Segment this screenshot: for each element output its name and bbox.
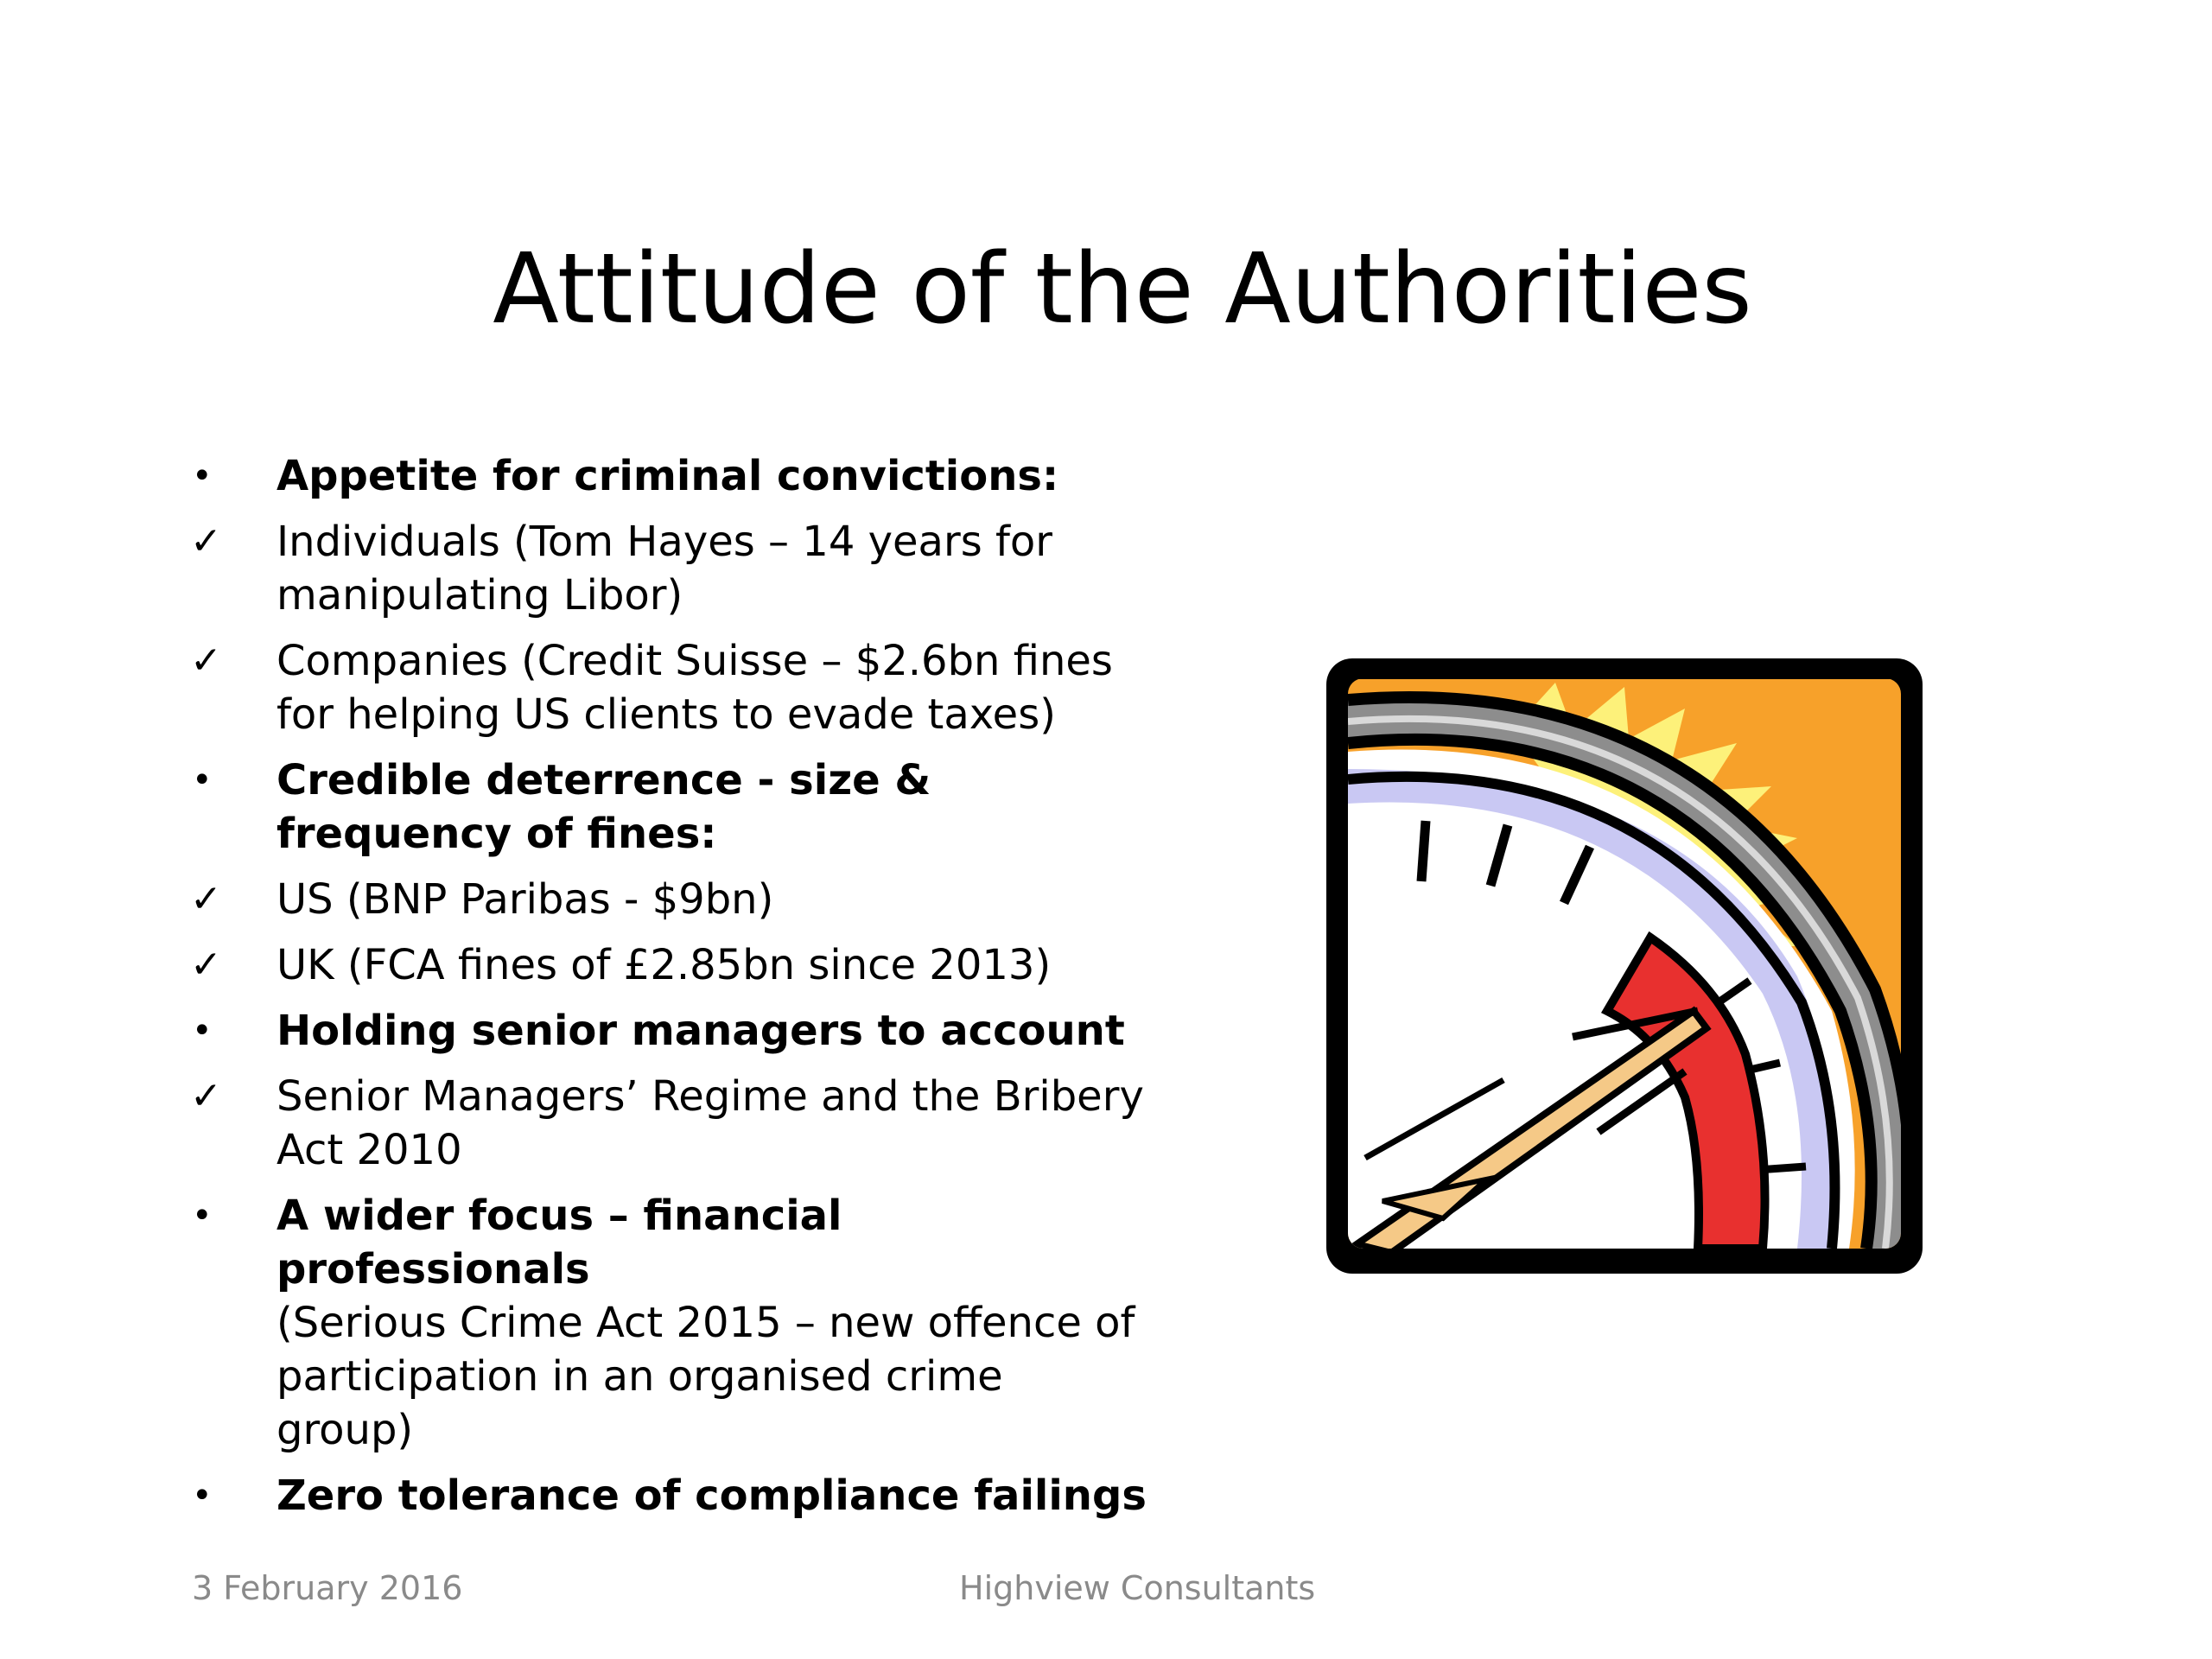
- bullet-item: [181, 1189, 1149, 1457]
- bullet-dot-icon: •: [192, 1196, 213, 1236]
- bullet-text: UK (FCA fines of £2.85bn since 2013): [276, 941, 1052, 989]
- bullet-item: [181, 449, 1149, 503]
- bullet-content: [276, 756, 931, 858]
- bullet-heading: Holding senior managers to account: [276, 1007, 1125, 1055]
- bullet-text: US (BNP Paribas - $9bn): [276, 875, 774, 924]
- bullet-item: [181, 1469, 1149, 1522]
- bullet-item: [181, 938, 1149, 992]
- bullet-content: [276, 637, 1113, 739]
- slide-title: Attitude of the Authorities: [493, 233, 1752, 346]
- bullet-content: [276, 518, 1052, 620]
- footer-company: Highview Consultants: [959, 1569, 1316, 1607]
- bullet-item: [181, 515, 1149, 622]
- speedometer-gauge-icon: [1313, 648, 1936, 1287]
- bullet-item: [181, 1070, 1149, 1177]
- bullet-content: [276, 1471, 1147, 1520]
- bullet-text: Individuals (Tom Hayes – 14 years for manipulating Libor): [276, 518, 1052, 620]
- bullet-content: [276, 1072, 1144, 1174]
- bullet-dot-icon: •: [192, 760, 213, 800]
- bullet-list: [181, 449, 1149, 1535]
- bullet-dot-icon: •: [192, 1011, 213, 1051]
- checkmark-icon: ✓: [190, 639, 222, 683]
- bullet-heading: Credible deterrence - size & frequency of fines:: [276, 756, 931, 858]
- bullet-heading: Zero tolerance of compliance failings: [276, 1471, 1147, 1520]
- bullet-text: Companies (Credit Suisse – $2.6bn fines for helping US clients to evade taxes): [276, 637, 1113, 739]
- bullet-content: [276, 1192, 1135, 1454]
- bullet-item: [181, 873, 1149, 926]
- bullet-item: [181, 753, 1149, 861]
- bullet-text: (Serious Crime Act 2015 – new offence of participation in an organised crime group): [276, 1299, 1135, 1454]
- checkmark-icon: ✓: [190, 877, 222, 921]
- bullet-dot-icon: •: [192, 1476, 213, 1516]
- bullet-content: [276, 875, 773, 924]
- checkmark-icon: ✓: [190, 943, 222, 987]
- bullet-heading: A wider focus – financial professionals: [276, 1192, 842, 1294]
- bullet-content: [276, 941, 1051, 989]
- bullet-content: [276, 452, 1058, 500]
- bullet-text: Senior Managers’ Regime and the Bribery Act 2010: [276, 1072, 1144, 1174]
- bullet-content: [276, 1007, 1125, 1055]
- checkmark-icon: ✓: [190, 1074, 222, 1118]
- bullet-dot-icon: •: [192, 456, 213, 496]
- checkmark-icon: ✓: [190, 519, 222, 563]
- bullet-item: [181, 1004, 1149, 1058]
- bullet-heading: Appetite for criminal convictions:: [276, 452, 1059, 500]
- footer-date: 3 February 2016: [192, 1569, 463, 1607]
- bullet-item: [181, 634, 1149, 741]
